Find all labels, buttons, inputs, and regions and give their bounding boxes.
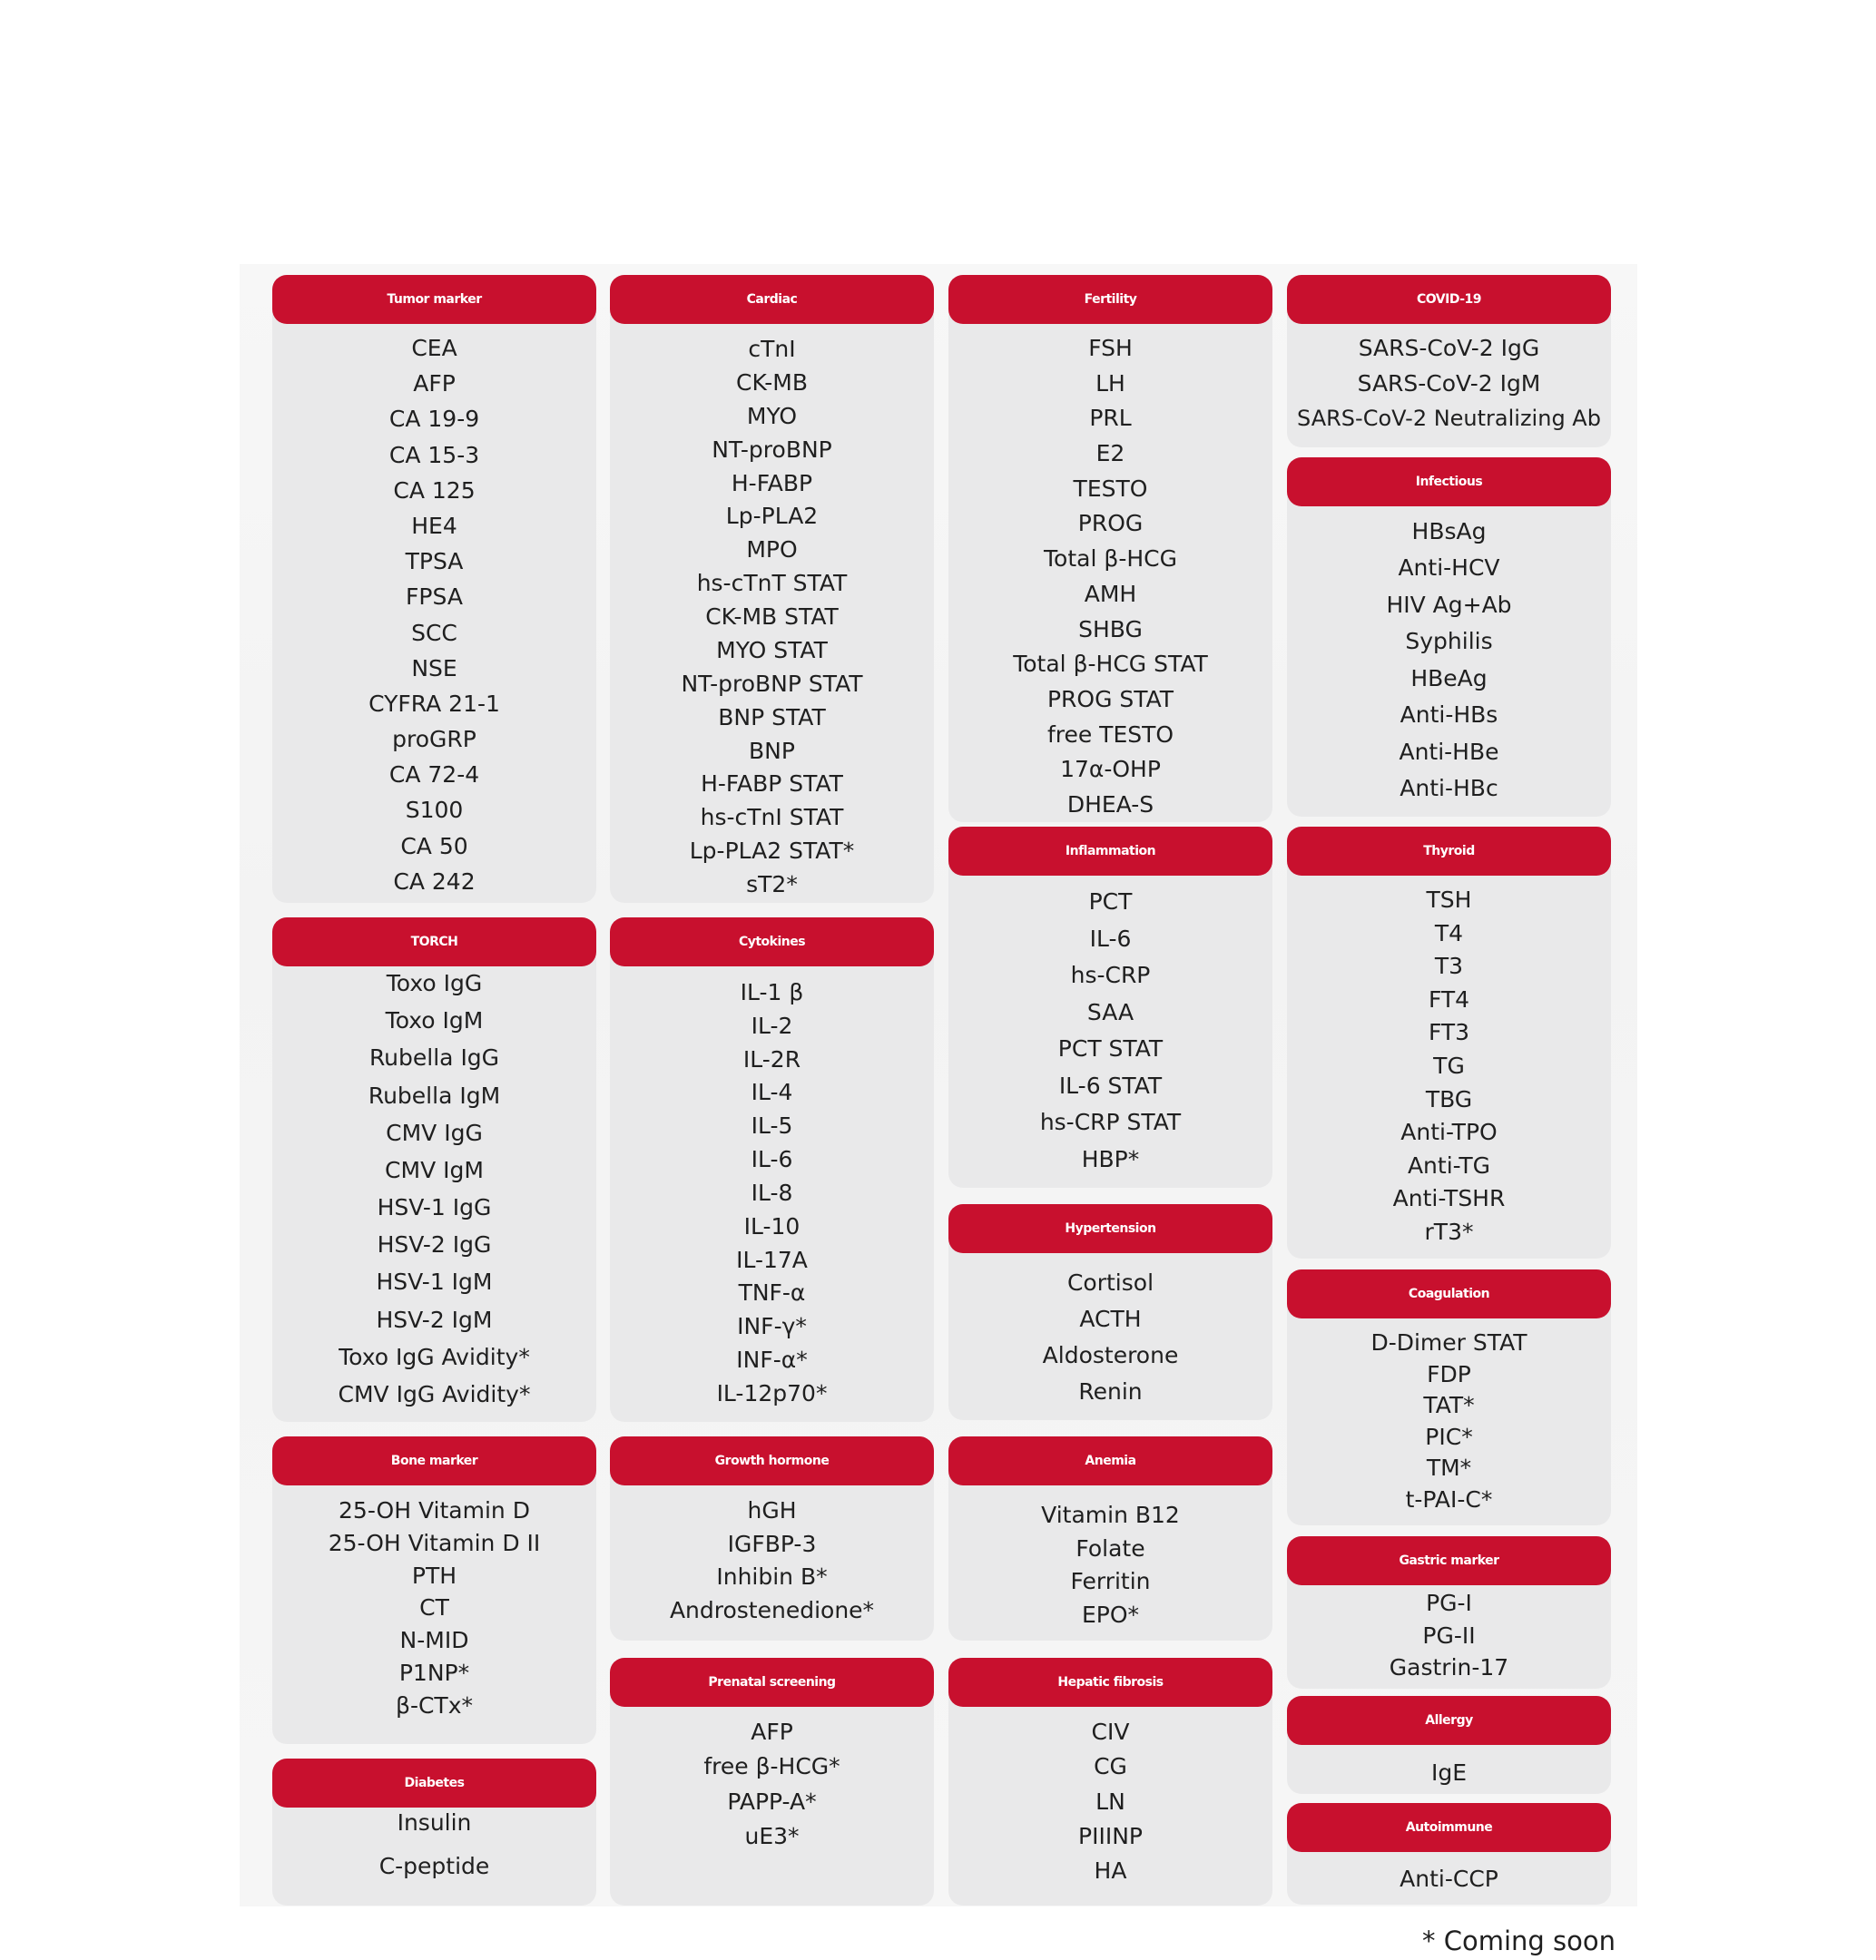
test-item: HA (1094, 1857, 1127, 1884)
test-item: 25-OH Vitamin D II (328, 1529, 541, 1556)
test-item: Anti-TG (1407, 1152, 1491, 1179)
panel-allergy (1287, 1696, 1611, 1794)
test-item: IL-4 (751, 1079, 793, 1106)
test-item: t-PAI-C* (1405, 1485, 1493, 1513)
test-item: AMH (1084, 580, 1137, 607)
panel-title: Cardiac (610, 275, 934, 324)
test-item: IL-2 (751, 1012, 793, 1039)
panel-title: Coagulation (1287, 1269, 1611, 1318)
test-item: TAT* (1423, 1392, 1475, 1419)
test-item: H-FABP (731, 469, 813, 496)
test-item: ACTH (1079, 1306, 1142, 1332)
test-item: 17α-OHP (1060, 756, 1161, 783)
test-item: PRL (1089, 405, 1132, 432)
test-item: HSV-2 IgG (377, 1231, 492, 1259)
panel-inflammation (948, 827, 1272, 1188)
panel-thyroid (1287, 827, 1611, 1259)
panel-item-list (610, 979, 934, 1407)
test-item: S100 (405, 797, 464, 824)
panel-hepatic-fibrosis (948, 1658, 1272, 1906)
panel-anemia (948, 1436, 1272, 1641)
panel-item-list (272, 335, 596, 896)
test-item: Vitamin B12 (1041, 1502, 1180, 1528)
test-item: CG (1094, 1753, 1127, 1780)
test-item: PTH (411, 1562, 457, 1589)
panel-prenatal-screening (610, 1658, 934, 1906)
test-item: LN (1095, 1788, 1125, 1815)
test-item: FT4 (1428, 985, 1470, 1013)
test-item: Renin (1078, 1378, 1143, 1405)
test-item: Rubella IgM (368, 1082, 501, 1109)
test-item: CMV IgG (386, 1119, 483, 1146)
test-item: Total β-HCG STAT (1013, 651, 1208, 678)
panel-diabetes (272, 1759, 596, 1906)
test-item: PG-II (1422, 1622, 1476, 1649)
test-item: IL-8 (751, 1179, 793, 1206)
test-item: TPSA (405, 548, 464, 575)
test-item: N-MID (399, 1627, 469, 1654)
test-item: TM* (1426, 1455, 1472, 1482)
panel-cardiac (610, 275, 934, 903)
test-item: cTnI (748, 336, 796, 362)
test-item: BNP (749, 737, 795, 764)
test-item: SCC (411, 619, 457, 646)
test-item: Anti-HBe (1399, 738, 1499, 765)
test-item: CMV IgG Avidity* (338, 1380, 531, 1407)
test-item: CA 15-3 (388, 441, 480, 468)
test-item: TG (1433, 1052, 1465, 1079)
test-item: SARS-CoV-2 IgM (1357, 369, 1541, 397)
panel-cytokines (610, 917, 934, 1422)
test-item: Aldosterone (1042, 1342, 1179, 1368)
test-item: P1NP* (398, 1660, 470, 1687)
panel-title: TORCH (272, 917, 596, 966)
test-item: AFP (413, 370, 456, 397)
test-item: IL-6 (1089, 925, 1132, 952)
test-item: D-Dimer STAT (1370, 1329, 1527, 1356)
test-item: MPO (746, 536, 798, 564)
test-item: SAA (1086, 998, 1134, 1025)
test-item: E2 (1095, 440, 1125, 467)
test-item: Anti-HCV (1398, 554, 1500, 582)
test-item: FT3 (1428, 1019, 1470, 1046)
test-item: PROG (1077, 510, 1144, 537)
test-item: IL-17A (736, 1246, 808, 1273)
test-item: hGH (747, 1497, 797, 1524)
test-item: PROG STAT (1046, 685, 1174, 712)
test-item: HSV-1 IgM (376, 1269, 493, 1296)
test-item: FDP (1427, 1360, 1471, 1387)
test-item: CA 242 (393, 867, 476, 895)
test-item: PIC* (1425, 1423, 1473, 1450)
test-item: PG-I (1426, 1590, 1472, 1616)
test-item: Anti-HBs (1400, 701, 1498, 729)
test-item: Rubella IgG (368, 1044, 500, 1072)
test-item: Cortisol (1066, 1269, 1154, 1296)
test-item: NT-proBNP (712, 436, 832, 463)
test-item: INF-γ* (737, 1313, 807, 1340)
panel-fertility (948, 275, 1272, 822)
test-item: PCT STAT (1057, 1035, 1164, 1063)
panel-title: Cytokines (610, 917, 934, 966)
test-item: Gastrin-17 (1389, 1654, 1509, 1681)
test-item: Lp-PLA2 STAT* (689, 838, 855, 865)
test-item: IL-10 (743, 1212, 800, 1240)
panel-item-list (1287, 518, 1611, 802)
test-item: HSV-1 IgG (377, 1194, 492, 1221)
test-item: NSE (411, 654, 457, 681)
test-item: Lp-PLA2 (725, 503, 819, 530)
test-item: Anti-CCP (1400, 1866, 1498, 1892)
test-item: CIV (1091, 1719, 1130, 1745)
test-item: INF-α* (736, 1347, 808, 1374)
test-item: Toxo IgG Avidity* (339, 1343, 530, 1370)
test-item: EPO* (1081, 1601, 1140, 1628)
panel-item-list (1287, 1866, 1611, 1893)
test-item: Syphilis (1405, 628, 1493, 655)
test-item: AFP (751, 1719, 793, 1745)
panel-item-list (272, 1809, 596, 1880)
test-item: PIIINP (1078, 1822, 1143, 1849)
test-item: CA 50 (400, 832, 468, 859)
test-item: HSV-2 IgM (376, 1306, 493, 1333)
panel-item-list (948, 335, 1272, 818)
test-item: TSH (1426, 887, 1472, 913)
panel-title: Autoimmune (1287, 1803, 1611, 1852)
panel-gastric-marker (1287, 1536, 1611, 1689)
panel-item-list (948, 1502, 1272, 1629)
panel-item-list (948, 1269, 1272, 1406)
test-item: HBsAg (1411, 518, 1487, 544)
test-item: PCT (1088, 888, 1133, 915)
panel-item-list (1287, 335, 1611, 432)
test-item: IL-2R (742, 1045, 801, 1073)
test-item: TBG (1425, 1085, 1473, 1112)
test-item: CMV IgM (385, 1156, 484, 1183)
panel-title: Fertility (948, 275, 1272, 324)
test-item: Anti-TPO (1400, 1119, 1498, 1146)
test-item: HIV Ag+Ab (1386, 591, 1512, 618)
test-item: IL-6 STAT (1058, 1072, 1163, 1099)
panel-item-list (1287, 1759, 1611, 1787)
panel-covid-19 (1287, 275, 1611, 447)
test-item: CA 19-9 (388, 406, 480, 433)
panel-item-list (1287, 1590, 1611, 1681)
panel-item-list (272, 1497, 596, 1720)
test-item: IgE (1430, 1759, 1468, 1786)
test-item: T4 (1434, 919, 1464, 946)
test-item: CYFRA 21-1 (368, 690, 500, 717)
test-item: TESTO (1073, 475, 1148, 502)
panel-title: Allergy (1287, 1696, 1611, 1745)
panel-tumor-marker (272, 275, 596, 903)
test-item: PAPP-A* (727, 1788, 817, 1815)
panel-item-list (610, 336, 934, 898)
panel-title: Gastric marker (1287, 1536, 1611, 1585)
panel-title: Growth hormone (610, 1436, 934, 1485)
test-item: CT (419, 1594, 449, 1622)
test-item: IL-1 β (740, 979, 804, 1005)
test-item: hs-CRP STAT (1039, 1109, 1182, 1136)
test-item: Anti-HBc (1400, 774, 1498, 801)
test-item: T3 (1434, 953, 1464, 980)
panel-hypertension (948, 1204, 1272, 1420)
panel-title: Hypertension (948, 1204, 1272, 1253)
panel-growth-hormone (610, 1436, 934, 1641)
test-item: Total β-HCG (1044, 545, 1177, 573)
test-item: free β-HCG* (703, 1753, 840, 1780)
panel-title: Diabetes (272, 1759, 596, 1808)
test-item: FPSA (406, 583, 463, 611)
panel-title: Infectious (1287, 457, 1611, 506)
panel-item-list (272, 970, 596, 1408)
test-item: SARS-CoV-2 Neutralizing Ab (1297, 406, 1601, 431)
panel-coagulation (1287, 1269, 1611, 1525)
panel-title: COVID-19 (1287, 275, 1611, 324)
test-item: Toxo IgG (386, 970, 483, 996)
panel-item-list (1287, 887, 1611, 1246)
test-item: hs-cTnI STAT (700, 804, 844, 831)
panel-torch (272, 917, 596, 1422)
test-item: 25-OH Vitamin D (339, 1497, 530, 1524)
test-item: IGFBP-3 (727, 1530, 817, 1557)
panel-title: Inflammation (948, 827, 1272, 876)
panel-item-list (610, 1719, 934, 1850)
test-item: DHEA-S (1066, 790, 1154, 818)
test-item: Androstenedione* (669, 1596, 875, 1623)
test-item: MYO (746, 402, 798, 429)
test-item: Insulin (397, 1809, 472, 1836)
test-item: C-peptide (378, 1853, 490, 1879)
test-item: hs-CRP (1070, 962, 1151, 989)
test-item: NT-proBNP STAT (681, 670, 863, 697)
test-item: CA 72-4 (388, 761, 480, 789)
test-item: LH (1095, 369, 1125, 397)
test-item: IL-12p70* (716, 1379, 828, 1406)
test-item: Folate (1076, 1534, 1145, 1562)
test-item: Inhibin B* (716, 1563, 828, 1591)
test-item: uE3* (744, 1822, 800, 1849)
test-item: HE4 (411, 512, 457, 539)
test-item: IL-6 (751, 1146, 793, 1173)
test-item: CK-MB (736, 368, 808, 396)
test-item: CA 125 (393, 476, 476, 504)
panel-item-list (948, 1719, 1272, 1885)
panel-infectious (1287, 457, 1611, 817)
test-item: β-CTx* (396, 1691, 473, 1719)
test-item: H-FABP STAT (701, 770, 843, 798)
panel-title: Hepatic fibrosis (948, 1658, 1272, 1707)
test-item: HBP* (1081, 1145, 1140, 1172)
test-item: SHBG (1078, 615, 1143, 642)
panel-title: Anemia (948, 1436, 1272, 1485)
test-item: FSH (1088, 335, 1133, 361)
panel-bone-marker (272, 1436, 596, 1744)
panel-title: Prenatal screening (610, 1658, 934, 1707)
panel-item-list (948, 888, 1272, 1173)
panel-title: Bone marker (272, 1436, 596, 1485)
panel-item-list (610, 1497, 934, 1624)
test-item: sT2* (746, 871, 798, 897)
panel-title: Tumor marker (272, 275, 596, 324)
panel-autoimmune (1287, 1803, 1611, 1905)
test-item: free TESTO (1046, 720, 1174, 748)
coming-soon-note: * Coming soon (1422, 1926, 1616, 1956)
test-item: SARS-CoV-2 IgG (1358, 335, 1540, 361)
test-item: hs-cTnT STAT (696, 570, 848, 597)
test-item: TNF-α (738, 1279, 806, 1307)
test-item: CEA (411, 335, 457, 361)
panel-item-list (1287, 1329, 1611, 1514)
test-item: rT3* (1424, 1218, 1474, 1245)
test-item: Anti-TSHR (1392, 1185, 1506, 1212)
test-item: Toxo IgM (385, 1007, 484, 1034)
panel-title: Thyroid (1287, 827, 1611, 876)
test-item: IL-5 (751, 1112, 793, 1140)
test-item: Ferritin (1070, 1568, 1151, 1595)
test-item: proGRP (392, 726, 476, 753)
test-item: HBeAg (1410, 664, 1488, 691)
test-item: CK-MB STAT (705, 603, 839, 630)
test-item: BNP STAT (718, 703, 826, 730)
test-item: MYO STAT (716, 636, 828, 663)
